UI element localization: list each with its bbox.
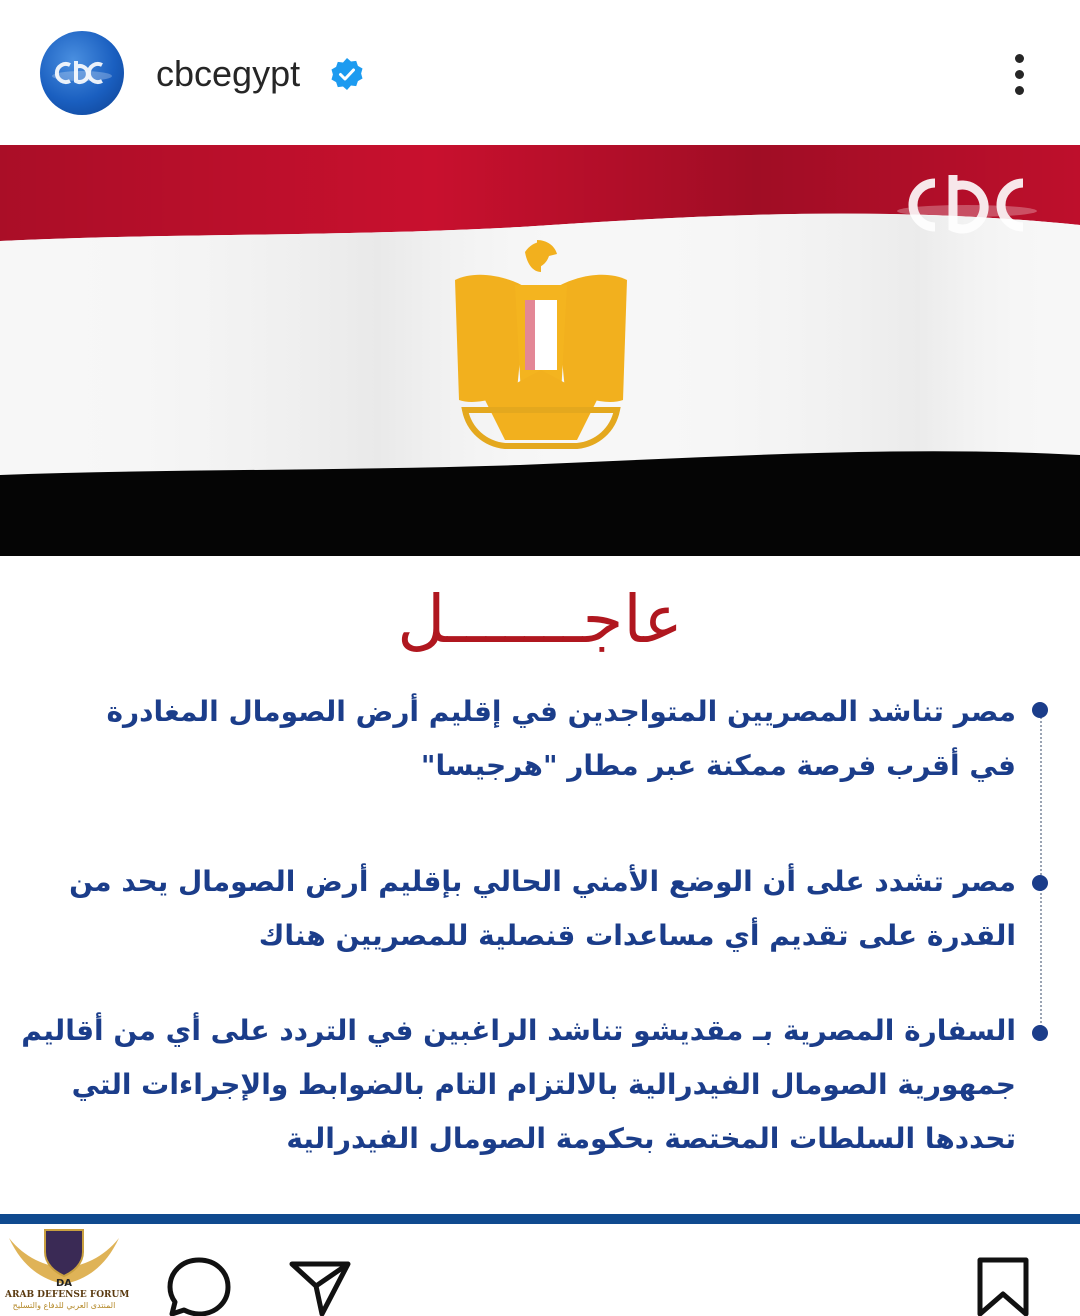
news-line: القدرة على تقديم أي مساعدات قنصلية للمصريين هناك (258, 919, 1016, 952)
news-line: تحددها السلطات المختصة بحكومة الصومال الفيدرالية (286, 1122, 1016, 1155)
forum-watermark (5, 1228, 130, 1314)
cbc-logo-icon (40, 31, 124, 115)
svg-text:DA: DA (55, 1278, 73, 1289)
urgent-headline: عاجـــــــل (397, 581, 683, 658)
forum-shield-logo-icon (5, 1228, 123, 1292)
image-bottom-divider (0, 1214, 1080, 1224)
news-item-3 (16, 1004, 1016, 1166)
news-line: جمهورية الصومال الفيدرالية بالالتزام التام بالضوابط والإجراءات التي (71, 1068, 1016, 1101)
news-item-1 (16, 685, 1016, 793)
watermark-text-arabic: المنتدى العربي للدفاع والتسليح (12, 1301, 116, 1310)
news-line: السفارة المصرية بـ مقديشو تناشد الراغبين في التردد على أي من أقاليم (21, 1014, 1016, 1047)
username[interactable]: cbcegypt (156, 53, 301, 94)
egypt-flag-image (0, 145, 1080, 556)
more-options-button[interactable] (1000, 50, 1040, 100)
profile-avatar[interactable] (40, 31, 124, 115)
bookmark-icon[interactable] (976, 1256, 1030, 1316)
more-vertical-icon (1015, 54, 1024, 63)
news-item-2 (16, 855, 1016, 963)
bullet-dot (1032, 875, 1048, 891)
watermark-text: ARAB DEFENSE FORUM (5, 1290, 130, 1300)
news-line: في أقرب فرصة ممكنة عبر مطار "هرجيسا" (420, 749, 1016, 782)
bullet-dot (1032, 1025, 1048, 1041)
bullet-dot (1032, 702, 1048, 718)
post-header (0, 0, 1080, 145)
post-image[interactable] (0, 145, 1080, 556)
comment-icon[interactable] (166, 1256, 232, 1316)
post-action-bar (0, 1224, 1080, 1315)
timeline-line (1040, 710, 1042, 1035)
news-line: مصر تناشد المصريين المتواجدين في إقليم أرض الصومال المغادرة (106, 695, 1016, 728)
verified-badge-icon (330, 57, 364, 91)
news-line: مصر تشدد على أن الوضع الأمني الحالي بإقليم أرض الصومال يحد من (69, 865, 1016, 898)
share-icon[interactable] (288, 1258, 352, 1316)
